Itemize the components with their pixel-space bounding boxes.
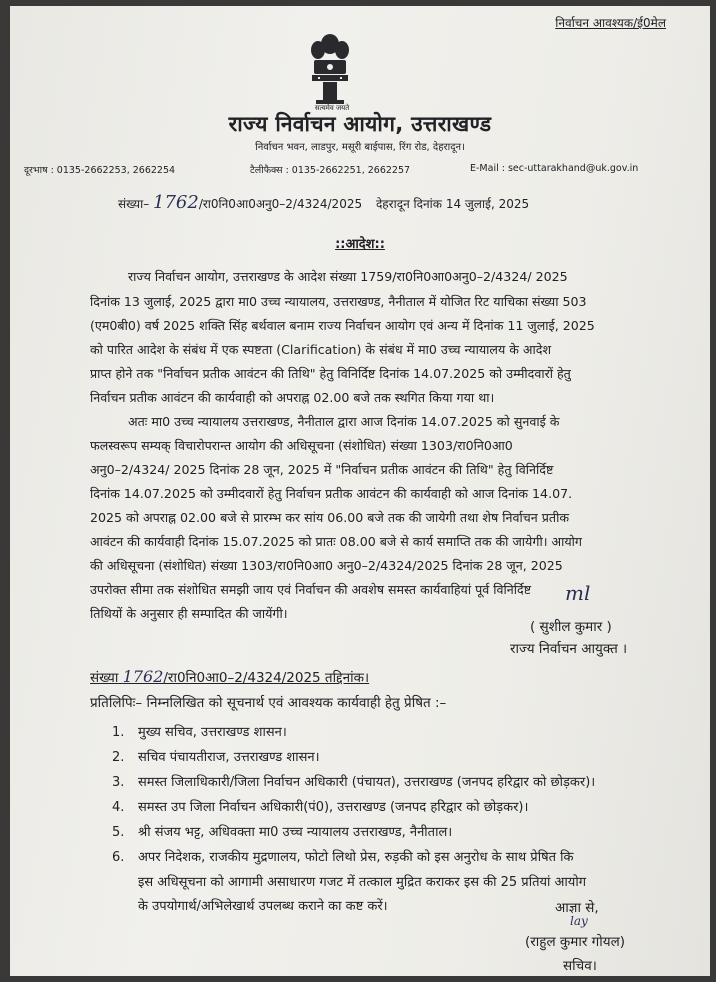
body-line: राज्य निर्वाचन आयोग, उत्तराखण्ड के आदेश संख्या 1759/रा0नि0आ0अनु0–2/4324/ 2025 (128, 269, 568, 284)
body-line: उपरोक्त सीमा तक संशोधित समझी जाय एवं निर्वाचन की अवशेष समस्त कार्यवाहियां पूर्व विनिर्दिष्ट (90, 582, 532, 597)
signature-mark-secretary: lay (570, 914, 588, 928)
commissioner-name: ( सुशील कुमार ) (530, 619, 612, 635)
body-line: निर्वाचन प्रतीक आवंटन की कार्यवाही को अपराह्न 02.00 बजे तक स्थगित किया गया था। (90, 390, 495, 405)
reference-place-date: देहरादून दिनांक 14 जुलाई, 2025 (375, 197, 530, 211)
copy-list-item: 5. श्री संजय भट्ट, अधिवक्ता मा0 उच्च न्यायालय उत्तराखण्ड, नैनीताल। (112, 825, 453, 840)
body-line: फलस्वरूप सम्यक् विचारोपरान्त आयोग की अधिसूचना (संशोधित) संख्या 1303/रा0नि0आ0 (90, 438, 513, 453)
body-line: आवंटन की कार्यवाही दिनांक 15.07.2025 को प्रातः 08.00 बजे से कार्य समाप्ति तक की जायेगी। आयोग (90, 534, 583, 549)
copy-intro: प्रतिलिपिः– निम्नलिखित को सूचनार्थ एवं आवश्यक कार्यवाही हेतु प्रेषित :– (90, 695, 447, 711)
body-line: अनु0–2/4324/ 2025 दिनांक 28 जून, 2025 में "निर्वाचन प्रतीक आवंटन की तिथि" हेतु विनिर्दिष्ट (90, 462, 554, 477)
body-line: (एम0बी0) वर्ष 2025 शक्ति सिंह बर्थवाल बनाम राज्य निर्वाचन आयोग एवं अन्य में दिनांक 11 जुलाई, 2025 (90, 318, 595, 333)
copy-reference-number: 1762 (122, 667, 164, 686)
reference-line (118, 192, 529, 213)
copy-reference-line (90, 667, 369, 686)
body-line: तिथियों के अनुसार ही सम्पादित की जायेंगी। (90, 606, 288, 621)
commissioner-title: राज्य निर्वाचन आयुक्त । (510, 641, 628, 657)
body-line: की अधिसूचना (संशोधित) संख्या 1303/रा0नि0आ0 अनु0–2/4324/2025 दिनांक 28 जून, 2025 (90, 558, 563, 573)
body-line: को पारित आदेश के संबंध में एक स्पष्टता (Clarification) के संबंध में मा0 उच्च न्यायालय के आदेश (90, 342, 552, 357)
copy-list-item-continuation: इस अधिसूचना को आगामी असाधारण गजट में तत्काल मुद्रित कराकर इस की 25 प्रतियां आयोग (138, 875, 587, 890)
secretary-name: (राहुल कुमार गोयल) (525, 934, 625, 950)
document-tag: निर्वाचन आवश्यक/ई0मेल (555, 16, 666, 30)
fax-number: टैलीफैक्स : 0135-2662251, 2662257 (250, 165, 411, 176)
body-line: दिनांक 13 जुलाई, 2025 द्वारा मा0 उच्च न्यायालय, उत्तराखण्ड, नैनीताल में योजित रिट याचिका संख्या 503 (90, 294, 587, 309)
document-page (10, 6, 710, 976)
order-heading: ::आदेश:: (335, 237, 385, 252)
copy-reference-prefix: संख्या (90, 670, 119, 686)
body-line: दिनांक 14.07.2025 को उम्मीदवारों हेतु निर्वाचन प्रतीक आवंटन की कार्यवाही को आज दिनांक 14.07. (90, 486, 573, 501)
body-line: 2025 को अपराह्न 02.00 बजे से प्रारम्भ कर सांय 06.00 बजे तक की जायेगी तथा शेष निर्वाचन प्रतीक (90, 510, 570, 525)
national-emblem-icon (308, 32, 352, 106)
reference-number: 1762 (153, 192, 199, 213)
organization-address: निर्वाचन भवन, लाडपुर, मसूरी बाईपास, रिंग रोड, देहरादून। (255, 142, 465, 153)
body-line: प्राप्त होने तक "निर्वाचन प्रतीक आवंटन की तिथि" हेतु विनिर्दिष्ट दिनांक 14.07.2025 को उम्मीदवारों हेतु (90, 366, 571, 381)
organization-name: राज्य निर्वाचन आयोग, उत्तराखण्ड (228, 112, 492, 136)
copy-list-item-continuation: के उपयोगार्थ/अभिलेखार्थ उपलब्ध कराने का कष्ट करें। (138, 899, 388, 914)
copy-list-item: 6. अपर निदेशक, राजकीय मुद्रणालय, फोटो लिथो प्रेस, रुड़की को इस अनुरोध के साथ प्रेषित कि (112, 850, 574, 865)
signature-mark-commissioner: ml (565, 581, 591, 605)
body-line: अतः मा0 उच्च न्यायालय उत्तराखण्ड, नैनीताल द्वारा आज दिनांक 14.07.2025 को सुनवाई के (128, 414, 560, 429)
reference-prefix: संख्या– (118, 197, 150, 211)
secretary-title: सचिव। (563, 958, 597, 974)
email-address: E-Mail : sec-uttarakhand@uk.gov.in (470, 163, 639, 174)
copy-list-item: 3. समस्त जिलाधिकारी/जिला निर्वाचन अधिकारी (पंचायत), उत्तराखण्ड (जनपद हरिद्वार को छोड़कर)। (112, 775, 596, 790)
copy-list-item: 4. समस्त उप जिला निर्वाचन अधिकारी(पं0), उत्तराखण्ड (जनपद हरिद्वार को छोड़कर)। (112, 800, 529, 815)
copy-list-item: 2. सचिव पंचायतीराज, उत्तराखण्ड शासन। (112, 750, 320, 765)
copy-list-item: 1. मुख्य सचिव, उत्तराखण्ड शासन। (112, 725, 287, 740)
reference-code: /रा0नि0आ0अनु0–2/4324/2025 (198, 197, 363, 211)
emblem-motto: सत्यमेव जयते (314, 104, 350, 112)
by-order-text: आज्ञा से, (555, 900, 599, 916)
copy-reference-code: /रा0नि0आ0–2/4324/2025 तद्दिनांक। (163, 670, 370, 686)
phone-number: दूरभाष : 0135-2662253, 2662254 (24, 165, 176, 176)
